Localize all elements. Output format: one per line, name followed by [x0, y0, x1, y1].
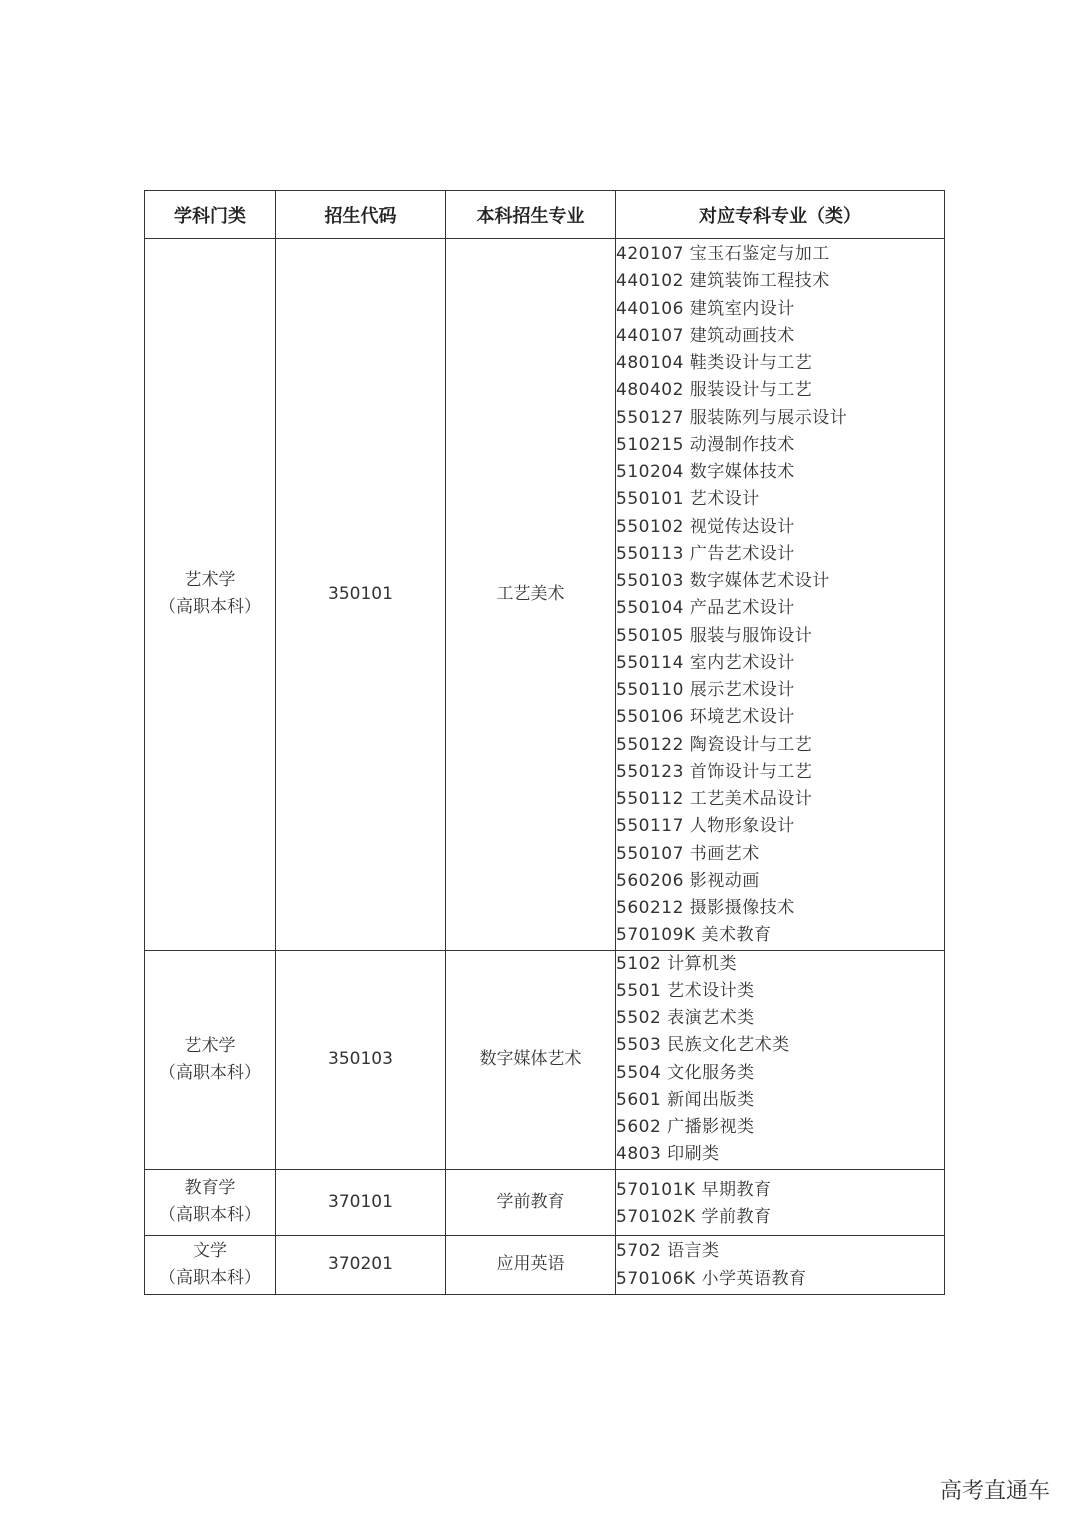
- category-cell: [145, 1169, 276, 1235]
- table-row: [145, 1169, 945, 1235]
- list-item: 5601 新闻出版类: [616, 1089, 755, 1110]
- list-item: 570109K 美术教育: [616, 925, 772, 946]
- list-item: 510215 动漫制作技术: [616, 434, 795, 455]
- list-item: 550123 首饰设计与工艺: [616, 761, 813, 782]
- code-cell: 370101: [276, 1169, 446, 1235]
- list-item: 550113 广告艺术设计: [616, 543, 795, 564]
- header-code: 招生代码: [276, 191, 446, 239]
- category-note: （高职本科）: [159, 1062, 261, 1083]
- list-item: 550103 数字媒体艺术设计: [616, 571, 830, 591]
- major-cell: 数字媒体艺术: [446, 950, 616, 1169]
- code-cell: 370201: [276, 1235, 446, 1294]
- list-item: 550105 服装与服饰设计: [616, 625, 813, 646]
- list-item: 550104 产品艺术设计: [616, 598, 795, 619]
- list-item: 550127 服装陈列与展示设计: [616, 407, 848, 428]
- table-header-row: [145, 191, 945, 239]
- list-item: 420107 宝玉石鉴定与加工: [616, 244, 830, 264]
- category-cell: [145, 239, 276, 951]
- category-cell: [145, 1235, 276, 1294]
- list-item: 560206 影视动画: [616, 870, 760, 891]
- list-item: 5502 表演艺术类: [616, 1008, 755, 1028]
- list-item: 550107 书画艺术: [616, 843, 760, 864]
- list-item: 5702 语言类: [616, 1241, 720, 1262]
- category-note: （高职本科）: [159, 597, 261, 618]
- table-row: [145, 950, 945, 1169]
- list-item: 510204 数字媒体技术: [616, 462, 795, 482]
- category-name: 教育学: [184, 1178, 236, 1198]
- list-item: 5504 文化服务类: [616, 1062, 755, 1083]
- list-item: 570106K 小学英语教育: [616, 1268, 807, 1289]
- list-item: 550106 环境艺术设计: [616, 707, 795, 728]
- code-cell: 350103: [276, 950, 446, 1169]
- related-majors-cell: [616, 950, 945, 1169]
- category-name: 文学: [193, 1240, 227, 1261]
- major-cell: 工艺美术: [446, 239, 616, 951]
- list-item: 550102 视觉传达设计: [616, 516, 795, 537]
- major-cell: 学前教育: [446, 1169, 616, 1235]
- list-item: 550112 工艺美术品设计: [616, 789, 813, 809]
- category-note: （高职本科）: [159, 1267, 261, 1288]
- category-name: 艺术学: [184, 1035, 236, 1056]
- list-item: 440102 建筑装饰工程技术: [616, 271, 830, 292]
- list-item: 550122 陶瓷设计与工艺: [616, 734, 813, 755]
- list-item: 5501 艺术设计类: [616, 980, 755, 1001]
- list-item: 5602 广播影视类: [616, 1117, 755, 1137]
- list-item: 5503 民族文化艺术类: [616, 1035, 790, 1056]
- list-item: 480104 鞋类设计与工艺: [616, 353, 813, 373]
- list-item: 440107 建筑动画技术: [616, 325, 795, 346]
- list-item: 5102 计算机类: [616, 953, 738, 974]
- related-majors-cell: [616, 1235, 945, 1294]
- major-cell: 应用英语: [446, 1235, 616, 1294]
- header-category: 学科门类: [145, 191, 276, 239]
- related-majors-cell: [616, 239, 945, 951]
- code-cell: 350101: [276, 239, 446, 951]
- header-major: 本科招生专业: [446, 191, 616, 239]
- table-row: [145, 239, 945, 951]
- list-item: 570102K 学前教育: [616, 1207, 772, 1227]
- list-item: 480402 服装设计与工艺: [616, 380, 813, 401]
- category-name: 艺术学: [184, 570, 236, 591]
- list-item: 550101 艺术设计: [616, 489, 760, 510]
- header-related-majors: 对应专科专业（类）: [616, 191, 945, 239]
- related-majors-cell: [616, 1169, 945, 1235]
- list-item: 560212 摄影摄像技术: [616, 898, 795, 918]
- list-item: 440106 建筑室内设计: [616, 298, 795, 319]
- majors-table: [144, 190, 945, 1295]
- category-note: （高职本科）: [159, 1205, 261, 1225]
- category-cell: [145, 950, 276, 1169]
- list-item: 570101K 早期教育: [616, 1179, 772, 1200]
- table-row: [145, 1235, 945, 1294]
- list-item: 550117 人物形象设计: [616, 816, 795, 837]
- list-item: 4803 印刷类: [616, 1144, 720, 1165]
- list-item: 550114 室内艺术设计: [616, 652, 795, 673]
- watermark-text: 高考直通车: [939, 1479, 1050, 1504]
- list-item: 550110 展示艺术设计: [616, 680, 795, 700]
